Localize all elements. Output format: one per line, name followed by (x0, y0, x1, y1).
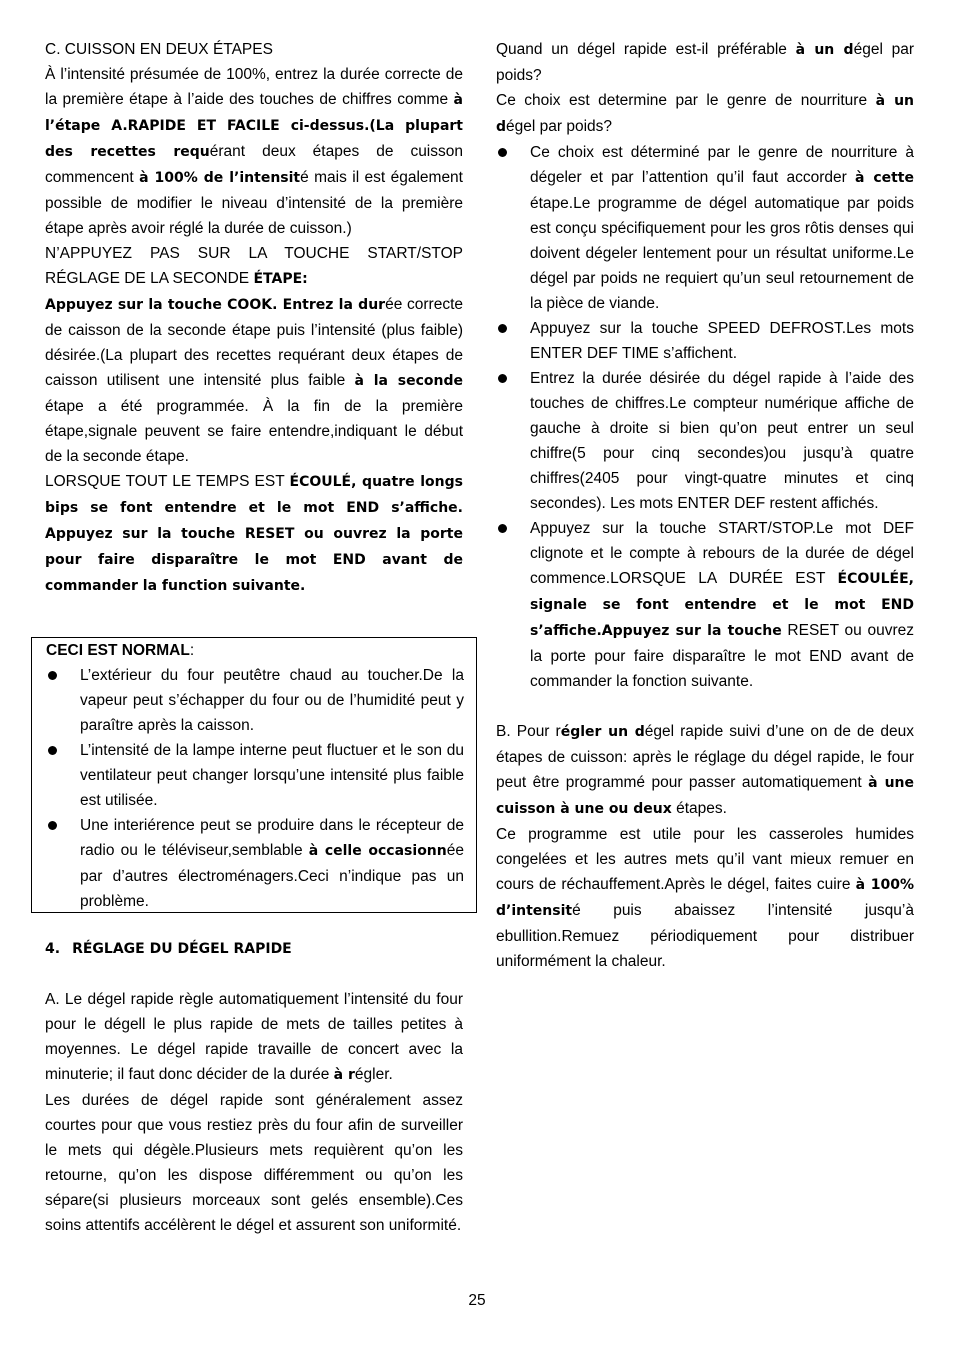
normal-box-list (46, 663, 464, 914)
bullet-icon (498, 148, 507, 157)
normal-box-title: CECI EST NORMAL: (46, 642, 195, 659)
right-column (496, 37, 914, 974)
list-item: Ce choix est déterminé par le genre de nourriture à dégeler et par l’attention qu’il faut accorder à cette étape.Le programme de dégel automatique par poids est conçu spécifiquement pour les gros rôtis denses qui doivent dégeler lentement pour un résultat uniforme.Le dégel par poids ne requiert qu’un seul retournement de la pièce de viande. (496, 140, 914, 316)
section-c-paragraph-4: LORSQUE TOUT LE TEMPS EST ÉCOULÉ, quatre longs bips se font entendre et le mot END s’affiche. Appuyez sur la touche RESET ou ouvrez la porte pour faire disparaître le mot END avant de commander la function suivante. (45, 473, 463, 594)
bullet-icon (48, 671, 57, 680)
paragraph-c: Ce programme est utile pour les casseroles humides congelées et les autres mets qu’il vant mieux remuer en cours de réchauffement.Après le dégel, faites cuire à 100% d’intensité puis abaissez l’intensité jusqu’à ebullition.Remuez périodiquement pour distribuer uniformément la chaleur. (496, 826, 914, 970)
page-number: 25 (468, 1292, 486, 1309)
bullet-icon (48, 821, 57, 830)
section-c-paragraph-2: N’APPUYEZ PAS SUR LA TOUCHE START/STOP RÉGLAGE DE LA SECONDE ÉTAPE: (45, 245, 463, 287)
section-4-paragraph-b: Les durées de dégel rapide sont généralement assez courtes pour que vous restiez près du four afin de surveiller le mets qui dégèle.Plusieurs mets requièrent qu’on les retourne, qu’on les dispose différemment ou qu’on les sépare(si plusieurs morceaux sont gelés ensemble).Ces soins attentifs accélèrent le dégel et assurent son uniformité. (45, 1092, 463, 1234)
bullet-icon (498, 374, 507, 383)
answer-paragraph: Ce choix est determine par le genre de nourriture à un dégel par poids? (496, 92, 915, 135)
paragraph-b: B. Pour régler un dégel rapide suivi d’une on de de deux étapes de cuisson: après le réglage du dégel rapide, le four peut être programmé pour passer automatiquement à une cuisson à une ou deux étapes. (496, 723, 914, 817)
bullet-icon (498, 324, 507, 333)
list-item: Entrez la durée désirée du dégel rapide à l’aide des touches de chiffres.Le compteur numérique affiche de gauche à droite si bien qu’on peut entrer un seul chiffre(5 pour cinq secondes)ou jusqu’à quatre chiffres(2405 pour vingt-quatre minutes et cinq secondes). Les mots ENTER DEF restent affichés. (496, 366, 914, 516)
section-c-paragraph-1: À l’intensité présumée de 100%, entrez la durée correcte de la première étape à l’aide des touches de chiffres comme à l’étape A.RAPIDE ET FACILE ci-dessus.(La plupart des recettes requérant deux étapes de cuisson commencent à 100% de l’intensité mais il est également possible de modifier le niveau d’intensité de la première étape après avoir réglé la durée de cuisson.) (45, 66, 463, 237)
question-paragraph: Quand un dégel rapide est-il préférable à un dégel par poids? (496, 41, 914, 84)
section-4-heading: 4. RÉGLAGE DU DÉGEL RAPIDE (45, 941, 292, 957)
list-item: Appuyez sur la touche SPEED DEFROST.Les mots ENTER DEF TIME s’affichent. (496, 316, 914, 366)
list-item: Appuyez sur la touche START/STOP.Le mot DEF clignote et le compte à rebours de la durée de dégel commence.LORSQUE LA DURÉE EST ÉCOULÉE, signale se font entendre et le mot END s’affiche.Appuyez sur la touche RESET ou ouvrez la porte pour faire disparaître le mot END avant de commander la fonction suivante. (496, 516, 914, 694)
left-column (45, 37, 463, 599)
section-4 (45, 937, 463, 1238)
normal-notice-box (31, 637, 477, 913)
section-c-title: C. CUISSON EN DEUX ÉTAPES (45, 41, 273, 58)
list-item: L’intensité de la lampe interne peut fluctuer et le son du ventilateur peut changer lorsqu’une intensité plus faible est utilisée. (46, 738, 464, 813)
defrost-steps-list (496, 140, 914, 694)
bullet-icon (48, 746, 57, 755)
list-item: Une interiérence peut se produire dans le récepteur de radio ou le téléviseur,semblable à celle occasionnée par d’autres électroménagers.Ceci n’indique pas un problème. (46, 813, 464, 914)
bullet-icon (498, 524, 507, 533)
list-item: L’extérieur du four peutêtre chaud au toucher.De la vapeur peut s’échapper du four ou de l’humidité peut y paraître après la caisson. (46, 663, 464, 738)
section-c-paragraph-3: Appuyez sur la touche COOK. Entrez la durée correcte de caisson de la seconde étape puis l’intensité (plus faible) désirée.(La plupart des recettes requérant deux étapes de caisson utilisent une intensité plus faible à la seconde étape a été programmée. À la fin de la première étape,signale peuvent se faire entendre,indiquant le début de la seconde étape. (45, 296, 464, 465)
section-4-paragraph-a: A. Le dégel rapide règle automatiquement l’intensité du four pour le dégell le plus rapide de mets de tailles petites à moyennes. Le dégel rapide travaille de concert avec la minuterie; il faut donc décider de la durée à régler. (45, 991, 463, 1083)
